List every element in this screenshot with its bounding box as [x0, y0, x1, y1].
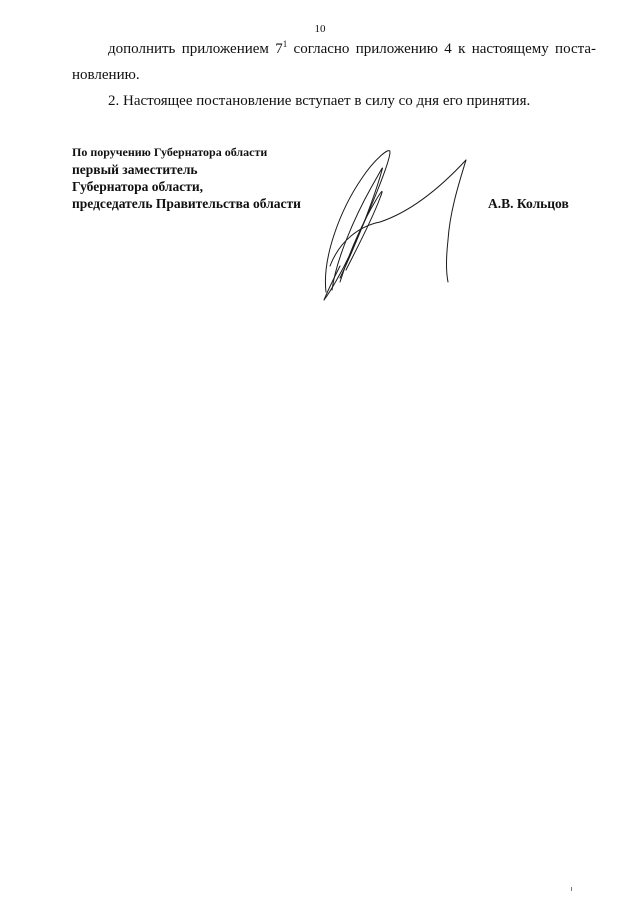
paragraph-2: 2. Настоящее постановление вступает в силу со дня его принятия.	[108, 93, 531, 109]
handwritten-signature-icon	[310, 140, 480, 310]
signature-on-behalf-note: По поручению Губернатора области	[72, 145, 268, 159]
appendix-superscript: 1	[282, 39, 288, 49]
paragraph-1-line-2: новлению.	[72, 67, 140, 83]
corner-mark	[571, 887, 572, 891]
paragraph-1-text-start: дополнить приложением 7	[108, 41, 283, 57]
signer-name: А.В. Кольцов	[488, 196, 569, 211]
signer-title-line-3: председатель Правительства области	[72, 196, 301, 211]
paragraph-1-text-end: согласно приложению 4 к настоящему поста-	[287, 41, 596, 57]
page-number: 10	[314, 23, 326, 35]
signer-title-line-1: первый заместитель	[72, 162, 198, 177]
paragraph-1-line-1	[108, 40, 596, 58]
signer-title-line-2: Губернатора области,	[72, 179, 203, 194]
